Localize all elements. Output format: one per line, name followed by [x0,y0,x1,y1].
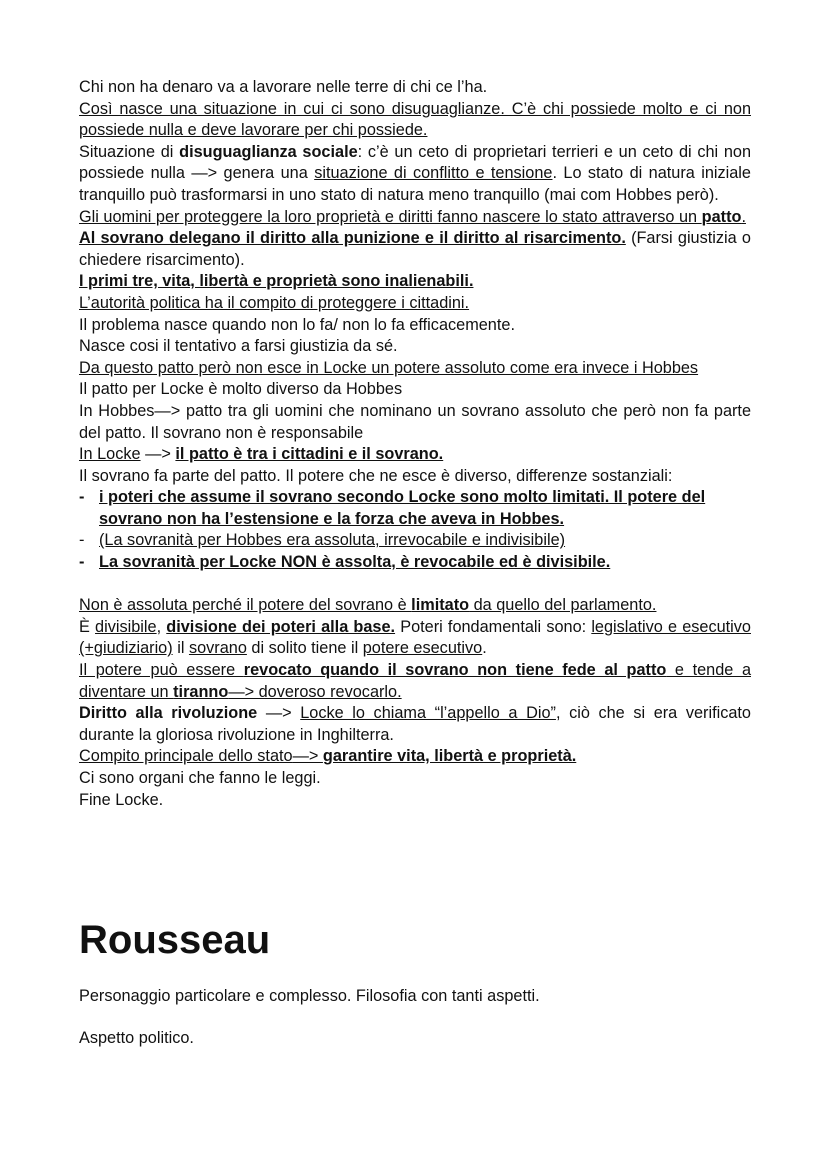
paragraph [79,207,751,229]
text: In Hobbes—> patto tra gli uomini che nominano un sovrano assoluto che però non fa parte del patto. Il sovrano non è responsabile [79,401,751,442]
text: Situazione di [79,142,180,161]
paragraph [79,444,751,466]
text: , [156,617,167,636]
paragraph [79,99,751,142]
paragraph [79,986,751,1008]
paragraph [79,401,751,444]
list-item [79,552,751,574]
text: —> [140,445,176,464]
list-item-text: (La sovranità per Hobbes era assoluta, irrevocabile e indivisibile) [99,531,566,550]
text: Nasce cosi il tentativo a farsi giustizia da sé. [79,337,398,356]
paragraph [79,228,751,271]
paragraph [79,1028,751,1050]
paragraph [79,358,751,380]
text: Poteri fondamentali sono: [395,617,592,636]
list-item [79,487,751,530]
text: L’autorità politica ha il compito di proteggere i cittadini. [79,293,470,312]
bullet-list [79,487,751,573]
text: I primi tre, vita, libertà e proprietà sono inalienabili. [79,272,474,291]
bold-text: disuguaglianza sociale [179,142,358,161]
bullet-dash: - [79,553,85,572]
section-heading: Rousseau [79,918,271,962]
text: Il potere può essere [79,661,244,680]
bold-text: Diritto alla rivoluzione [79,704,258,723]
text: Così nasce una situazione in cui ci sono disuguaglianze. C’è chi possiede molto e ci non possiede nulla e deve lavorare per chi possiede. [79,99,751,140]
text: Il problema nasce quando non lo fa/ non lo fa efficacemente. [79,315,515,334]
underlined-text: sovrano [188,639,247,658]
paragraph [79,77,751,99]
text: il [172,639,189,658]
paragraph [79,768,751,790]
paragraph [79,746,751,768]
bold-text: garantire vita, libertà e proprietà. [322,747,577,766]
paragraph [79,271,751,293]
bold-text: il patto è tra i cittadini e il sovrano. [175,445,444,464]
underlined-text: situazione di conflitto e tensione [314,164,553,183]
underlined-text: potere esecutivo [362,639,483,658]
text: . [741,207,746,226]
paragraph [79,315,751,337]
text: Il patto per Locke è molto diverso da Hobbes [79,380,403,399]
text: . [482,639,487,658]
paragraph [79,790,751,812]
list-item [79,530,751,552]
text: e tende a diventare un [79,661,751,701]
text: , ciò che si era verificato durante la gloriosa rivoluzione in Inghilterra. [79,704,751,744]
bold-text: revocato quando il sovrano non tiene fede al patto [243,661,667,680]
underlined-text: Locke lo chiama “l’appello a Dio” [300,704,556,723]
bullet-dash: - [79,531,85,550]
text: Chi non ha denaro va a lavorare nelle terre di chi ce l’ha. [79,78,488,96]
paragraph [79,703,751,746]
list-item-text: i poteri che assume il sovrano secondo Locke sono molto limitati. Il potere del sovrano non ha l’estensione e la forza che aveva in Hobbes. [99,488,706,528]
text: : c’è un ceto di proprietari terrieri e un ceto di chi non possiede nulla —> genera una [79,142,751,183]
list-item-text: La sovranità per Locke NON è assolta, è revocabile ed è divisibile. [99,553,611,572]
underlined-text: legislativo e esecutivo [591,617,751,636]
text: Da questo patto però non esce in Locke un potere assoluto come era invece i Hobbes [79,358,699,377]
paragraph [79,466,751,488]
paragraph [79,336,751,358]
paragraph [79,293,751,315]
underlined-text: (+giudiziario) [79,639,173,658]
underlined-text: In Locke [79,445,141,464]
text: —> [257,704,301,723]
underlined-text: divisibile [95,617,157,636]
document-body [79,77,751,811]
text: Ci sono organi che fanno le leggi. [79,769,321,787]
bold-text: patto [701,207,742,226]
spacer [79,574,751,596]
bold-text: divisione dei poteri alla base. [166,617,396,636]
bold-text: limitato [411,596,470,615]
paragraph [79,660,751,703]
paragraph [79,142,751,207]
text: Personaggio particolare e complesso. Filosofia con tanti aspetti. [79,987,540,1005]
paragraph [79,379,751,401]
text: Non è assoluta perché il potere del sovrano è [79,596,412,615]
text: —> doveroso revocarlo. [228,682,402,701]
bullet-dash: - [79,488,85,507]
text: Gli uomini per proteggere la loro proprietà e diritti fanno nascere lo stato attraverso un [79,207,702,226]
bold-text: Al sovrano delegano il diritto alla punizione e il diritto al risarcimento. [79,229,626,248]
text: Fine Locke. [79,790,164,809]
text: È [79,617,96,636]
text: Compito principale dello stato [79,747,293,766]
paragraph [79,595,751,617]
bold-text: tiranno [173,682,229,701]
text: (Farsi giustizia o chiedere risarcimento). [79,229,751,269]
paragraph [79,617,751,660]
text: Il sovrano fa parte del patto. Il potere che ne esce è diverso, differenze sostanziali: [79,466,673,485]
text: Aspetto politico. [79,1029,194,1047]
text: . Lo stato di natura iniziale tranquillo può trasformarsi in uno stato di natura meno tranquillo (mai com Hobbes però). [79,164,751,204]
text: di solito tiene il [246,639,363,658]
text: —> [292,747,323,766]
text: da quello del parlamento. [469,596,657,615]
